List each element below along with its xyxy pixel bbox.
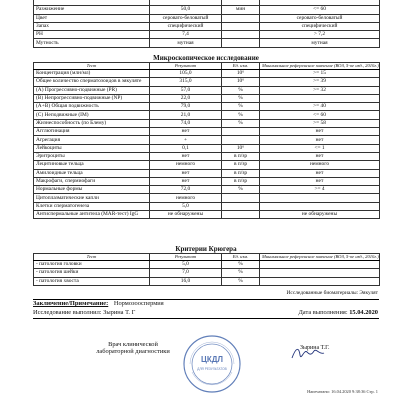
cell-result: 22,0 [150, 94, 222, 102]
cell-unit [222, 194, 260, 202]
cell-result: нет [150, 128, 222, 136]
cell-result: 16,0 [150, 277, 222, 285]
stamp-subtext: ДЛЯ РЕЗУЛЬТАТОВ [197, 367, 227, 371]
doctor-title [88, 341, 178, 355]
cell-unit: % [222, 269, 260, 277]
cell-reference: специфический [260, 22, 380, 30]
table-row [34, 161, 380, 169]
cell-reference: нет [260, 152, 380, 160]
cell-test-name: (A) Прогрессивно-подвижные (PR) [34, 86, 150, 94]
cell-test-name: Агрегация [34, 136, 150, 144]
cell-reference: нет [260, 177, 380, 185]
cell-unit: % [222, 119, 260, 127]
cell-test-name: Клетки сперматогенеза [34, 202, 150, 210]
cell-unit: % [222, 111, 260, 119]
stamp-text: ЦКДЛ [200, 355, 224, 364]
signature-name: Зырина Т.Г. [300, 345, 330, 351]
print-footer: Напечатано: 16.04.2020 9:38:36 Стр. 1 [307, 389, 378, 394]
cell-unit [222, 31, 260, 39]
table-row [34, 31, 380, 39]
cell-unit: в п/зр [222, 161, 260, 169]
table-row [34, 211, 380, 219]
cell-reference: нет [260, 136, 380, 144]
cell-reference: мутная [260, 39, 380, 47]
cell-result: нет [150, 169, 222, 177]
header-result: Результат [150, 254, 222, 261]
table-row [34, 277, 380, 285]
cell-test-name: Агглютинация [34, 128, 150, 136]
cell-test-name: (B) Непрогрессивно-подвижные (NP) [34, 94, 150, 102]
cell-test-name: Амилоидные тельца [34, 169, 150, 177]
cell-test-name: - патология шейки [34, 269, 150, 277]
cell-result: немного [150, 194, 222, 202]
cell-unit [222, 39, 260, 47]
cell-test-name: Общее количество сперматозоидов в эякуляте [34, 78, 150, 86]
cell-unit [222, 202, 260, 210]
table-row [34, 186, 380, 194]
cell-result: 315,0 [150, 78, 222, 86]
cell-reference: >= 58 [260, 119, 380, 127]
cell-unit: в п/зр [222, 169, 260, 177]
cell-result: 105,0 [150, 70, 222, 78]
cell-test-name: - патология хвоста [34, 277, 150, 285]
cell-unit: % [222, 103, 260, 111]
cell-result: 79,0 [150, 103, 222, 111]
cell-result: нет [150, 177, 222, 185]
cell-test-name: Мутность [34, 39, 150, 47]
cell-reference [260, 202, 380, 210]
cell-test-name: Эритроциты [34, 152, 150, 160]
header-unit: Ед. изм. [222, 63, 260, 70]
cell-result: 5,0 [150, 261, 222, 269]
cell-test-name: Жизнеспособность (по Блему) [34, 119, 150, 127]
table-row [34, 94, 380, 102]
table-row [34, 169, 380, 177]
cell-reference: >= 15 [260, 70, 380, 78]
cell-test-name: - патология головки [34, 261, 150, 269]
cell-reference [260, 277, 380, 285]
cell-reference [260, 261, 380, 269]
biomaterial-note: Исследованные биоматериалы: Эякулят [286, 290, 378, 296]
cell-unit: % [222, 94, 260, 102]
cell-unit: в п/зр [222, 177, 260, 185]
cell-test-name: Запах [34, 22, 150, 30]
table-row [34, 136, 380, 144]
cell-unit [222, 22, 260, 30]
cell-reference: > 7,2 [260, 31, 380, 39]
cell-result: 21,0 [150, 111, 222, 119]
cell-reference: немного [260, 161, 380, 169]
cell-reference: серовато-беловатый [260, 14, 380, 22]
cell-unit: в п/зр [222, 152, 260, 160]
cell-unit: % [222, 186, 260, 194]
cell-reference: >= 32 [260, 86, 380, 94]
table-row [34, 177, 380, 185]
table-row [34, 70, 380, 78]
conclusion-text: Нормозооспермия [113, 300, 164, 307]
table-row [34, 14, 380, 22]
table-row [34, 103, 380, 111]
date-label: Дата выполнения: [298, 309, 348, 316]
cell-test-name: Лейкоциты [34, 144, 150, 152]
cell-unit: % [222, 86, 260, 94]
table-row [34, 86, 380, 94]
cell-reference: >= 39 [260, 78, 380, 86]
table-row [34, 119, 380, 127]
header-result: Результат [150, 63, 222, 70]
cell-test-name: Цвет [34, 14, 150, 22]
cell-unit: % [222, 277, 260, 285]
cell-reference [260, 194, 380, 202]
cell-result: 7,4 [150, 31, 222, 39]
cell-reference: <= 60 [260, 6, 380, 14]
lab-stamp [182, 334, 242, 394]
table-header-row [34, 63, 380, 70]
kruger-table [33, 253, 380, 286]
header-test: Тест [34, 63, 150, 70]
cell-result: 57,0 [150, 86, 222, 94]
cell-reference: >= 4 [260, 186, 380, 194]
cell-result: 74,0 [150, 119, 222, 127]
cell-unit: 10⁶ [222, 144, 260, 152]
cell-unit: мин [222, 6, 260, 14]
cell-reference: не обнаружены [260, 211, 380, 219]
conclusion-label: Заключение/Примечание: [33, 300, 109, 307]
cell-reference: нет [260, 169, 380, 177]
cell-unit [222, 14, 260, 22]
table-row [34, 6, 380, 14]
cell-unit: % [222, 261, 260, 269]
cell-unit [222, 136, 260, 144]
cell-result: серовато-беловатый [150, 14, 222, 22]
cell-result: 5,0 [150, 202, 222, 210]
cell-result: немного [150, 161, 222, 169]
table-row [34, 128, 380, 136]
conclusion [33, 300, 164, 307]
macroscopic-table [33, 0, 380, 48]
cell-result: + [150, 136, 222, 144]
table-row [34, 194, 380, 202]
table-row [34, 22, 380, 30]
table-row [34, 269, 380, 277]
cell-test-name: Макрофаги, спермиофаги [34, 177, 150, 185]
cell-result: не обнаружены [150, 211, 222, 219]
table-row [34, 144, 380, 152]
table-row [34, 78, 380, 86]
header-reference: Минимальное референсное значение (ВОЗ, 5-ое изд., 2010г.) [260, 63, 380, 70]
header-unit: Ед. изм. [222, 254, 260, 261]
cell-unit [222, 211, 260, 219]
cell-reference [260, 94, 380, 102]
cell-result: 72,0 [150, 186, 222, 194]
cell-test-name: Цитоплазматические капли [34, 194, 150, 202]
cell-test-name: Концентрация (млн/мл) [34, 70, 150, 78]
table-row [34, 261, 380, 269]
execution-date [298, 309, 378, 316]
cell-test-name: (C) Неподвижные (IM) [34, 111, 150, 119]
cell-test-name: Антиспермальные антитела (MAR-тест) IgG [34, 211, 150, 219]
cell-result: нет [150, 152, 222, 160]
table-row [34, 202, 380, 210]
cell-result: специфический [150, 22, 222, 30]
cell-result: 50,0 [150, 6, 222, 14]
cell-unit: 10⁶ [222, 70, 260, 78]
cell-unit: 10⁶ [222, 78, 260, 86]
table-row [34, 111, 380, 119]
cell-test-name: Разжижение [34, 6, 150, 14]
cell-unit [222, 128, 260, 136]
cell-test-name: Лецитиновые тельца [34, 161, 150, 169]
microscopic-section-title: Микроскопическое исследование [153, 54, 259, 62]
cell-result: мутная [150, 39, 222, 47]
doctor-title-line1: Врач клинической [108, 341, 158, 348]
table-header-row [34, 254, 380, 261]
microscopic-table [33, 62, 380, 219]
cell-reference: нет [260, 128, 380, 136]
divider [33, 318, 379, 319]
performer: Исследование выполнил: Зырина Т. Г [33, 309, 136, 316]
cell-test-name: (A+B) Общая подвижность [34, 103, 150, 111]
header-test: Тест [34, 254, 150, 261]
cell-result: 7,0 [150, 269, 222, 277]
cell-reference: <= 60 [260, 111, 380, 119]
cell-reference: <= 1 [260, 144, 380, 152]
cell-test-name: Нормальные формы [34, 186, 150, 194]
kruger-section-title: Критерии Крюгера [175, 245, 237, 253]
cell-reference [260, 269, 380, 277]
cell-result: 0,1 [150, 144, 222, 152]
table-row [34, 39, 380, 47]
cell-test-name: PH [34, 31, 150, 39]
date-value: 15.04.2020 [349, 309, 378, 316]
cell-reference: >= 40 [260, 103, 380, 111]
doctor-title-line2: лабораторной диагностики [96, 348, 170, 355]
header-reference: Минимальное референсное значение (ВОЗ, 5-ое изд., 2010г.) [260, 254, 380, 261]
table-row [34, 152, 380, 160]
